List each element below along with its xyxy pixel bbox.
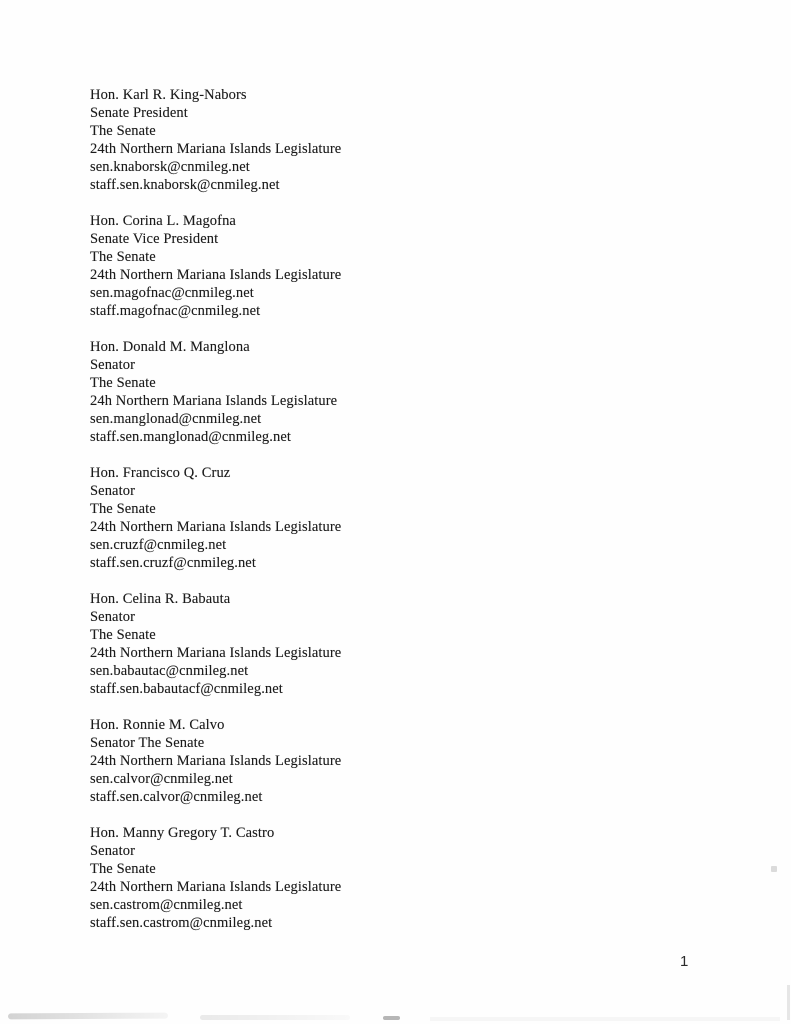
email-line: staff.sen.manglonad@cnmileg.net — [90, 429, 292, 445]
email-line: staff.sen.cruzf@cnmileg.net — [90, 555, 256, 571]
email-line: sen.babautac@cnmileg.net — [90, 663, 249, 679]
contact-line: The Senate — [90, 627, 156, 643]
email-line: sen.castrom@cnmileg.net — [90, 897, 243, 913]
contact-entry — [90, 590, 341, 698]
email-line: sen.knaborsk@cnmileg.net — [90, 159, 250, 175]
person-name: Hon. Celina R. Babauta — [90, 591, 231, 607]
contact-entry — [90, 716, 341, 806]
email-line: staff.sen.knaborsk@cnmileg.net — [90, 177, 280, 193]
contact-line: 24th Northern Mariana Islands Legislature — [90, 141, 342, 157]
person-name: Hon. Ronnie M. Calvo — [90, 717, 225, 733]
contact-line: The Senate — [90, 501, 156, 517]
contact-line: Senator — [90, 483, 135, 499]
contact-line: 24th Northern Mariana Islands Legislature — [90, 753, 342, 769]
email-line: staff.sen.calvor@cnmileg.net — [90, 789, 263, 805]
contact-entry — [90, 464, 341, 572]
scan-artifact — [771, 866, 777, 872]
scan-artifact — [430, 1017, 780, 1021]
contact-line: The Senate — [90, 249, 156, 265]
email-line: sen.calvor@cnmileg.net — [90, 771, 233, 787]
contact-line: The Senate — [90, 375, 156, 391]
person-name: Hon. Francisco Q. Cruz — [90, 465, 231, 481]
contact-line: Senator — [90, 357, 135, 373]
contact-line: Senate President — [90, 105, 188, 121]
contact-line: 24th Northern Mariana Islands Legislature — [90, 879, 342, 895]
page-number: 1 — [680, 953, 689, 970]
email-line: staff.sen.castrom@cnmileg.net — [90, 915, 273, 931]
contact-list — [90, 86, 341, 950]
email-line: sen.magofnac@cnmileg.net — [90, 285, 254, 301]
email-line: staff.magofnac@cnmileg.net — [90, 303, 261, 319]
contact-line: Senate Vice President — [90, 231, 219, 247]
contact-line: 24h Northern Mariana Islands Legislature — [90, 393, 338, 409]
scan-artifact — [787, 985, 790, 1020]
contact-line: Senator — [90, 609, 135, 625]
contact-entry — [90, 338, 341, 446]
contact-line: 24th Northern Mariana Islands Legislature — [90, 519, 342, 535]
scan-artifact — [8, 1013, 168, 1020]
person-name: Hon. Karl R. King-Nabors — [90, 87, 247, 103]
scan-artifact — [383, 1016, 400, 1020]
contact-line: Senator — [90, 843, 135, 859]
contact-line: 24th Northern Mariana Islands Legislature — [90, 645, 342, 661]
email-line: sen.manglonad@cnmileg.net — [90, 411, 262, 427]
person-name: Hon. Manny Gregory T. Castro — [90, 825, 275, 841]
contact-line: The Senate — [90, 123, 156, 139]
person-name: Hon. Donald M. Manglona — [90, 339, 250, 355]
email-line: sen.cruzf@cnmileg.net — [90, 537, 227, 553]
contact-line: 24th Northern Mariana Islands Legislature — [90, 267, 342, 283]
contact-entry — [90, 212, 341, 320]
contact-entry — [90, 86, 341, 194]
contact-line: Senator The Senate — [90, 735, 205, 751]
email-line: staff.sen.babautacf@cnmileg.net — [90, 681, 283, 697]
scan-artifact — [200, 1015, 350, 1020]
person-name: Hon. Corina L. Magofna — [90, 213, 236, 229]
contact-line: The Senate — [90, 861, 156, 877]
contact-entry — [90, 824, 341, 932]
